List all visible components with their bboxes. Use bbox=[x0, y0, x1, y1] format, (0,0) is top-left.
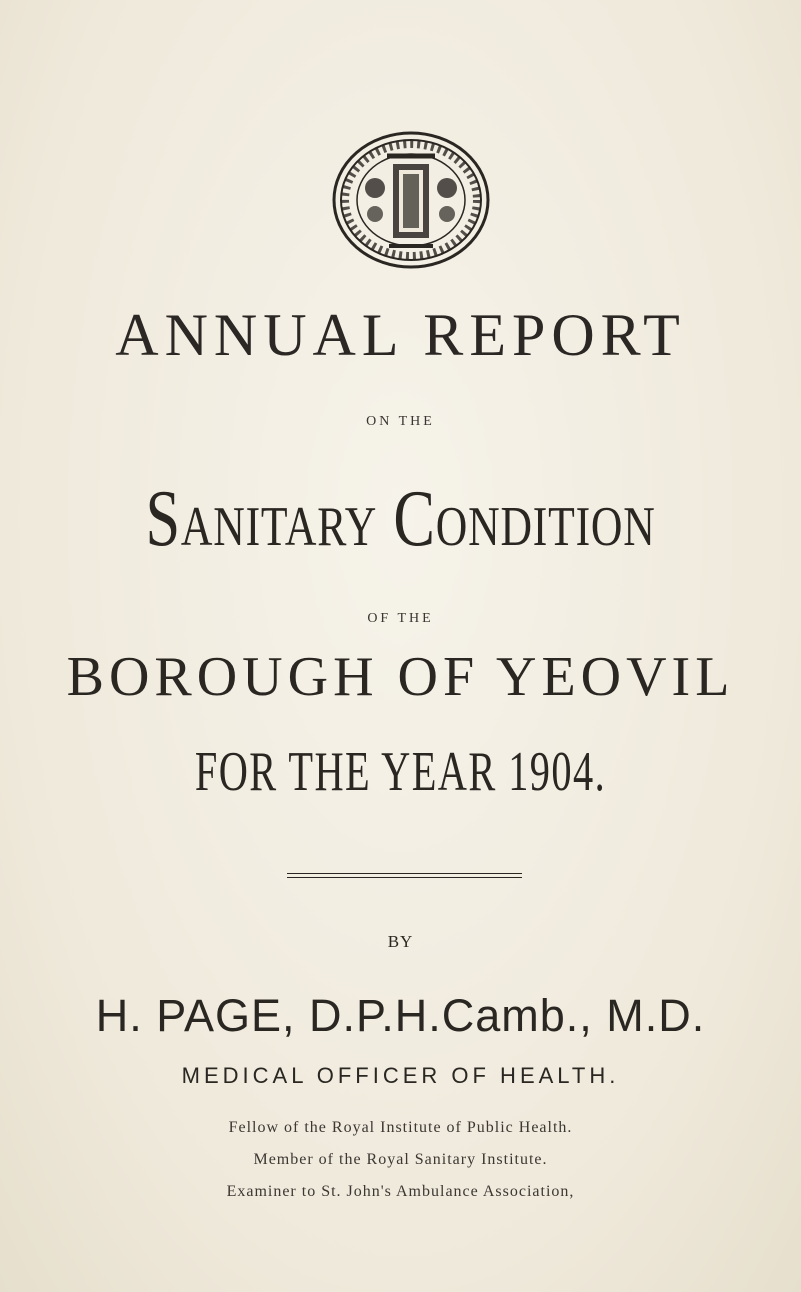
report-year: FOR THE YEAR 1904. bbox=[194, 741, 607, 803]
author-name: H. PAGE, D.P.H.Camb., M.D. bbox=[95, 990, 706, 1041]
borough-name: BOROUGH OF YEOVIL bbox=[66, 646, 735, 708]
report-subject: Sanitary Condition bbox=[145, 475, 656, 563]
author-office: MEDICAL OFFICER OF HEALTH. bbox=[181, 1063, 620, 1088]
qualification-line: Member of the Royal Sanitary Institute. bbox=[253, 1151, 548, 1168]
divider-rule-bottom bbox=[287, 877, 522, 878]
heading-connector-on-the: ON THE bbox=[366, 414, 435, 429]
heading-connector-of-the: OF THE bbox=[367, 611, 434, 626]
report-heading: ANNUAL REPORT bbox=[115, 302, 686, 368]
qualification-line: Fellow of the Royal Institute of Public Health. bbox=[228, 1119, 573, 1136]
divider-rule-top bbox=[287, 873, 522, 874]
borough-seal-icon bbox=[331, 130, 491, 270]
qualification-line: Examiner to St. John's Ambulance Association, bbox=[226, 1183, 575, 1200]
byline-by: BY bbox=[387, 932, 414, 951]
